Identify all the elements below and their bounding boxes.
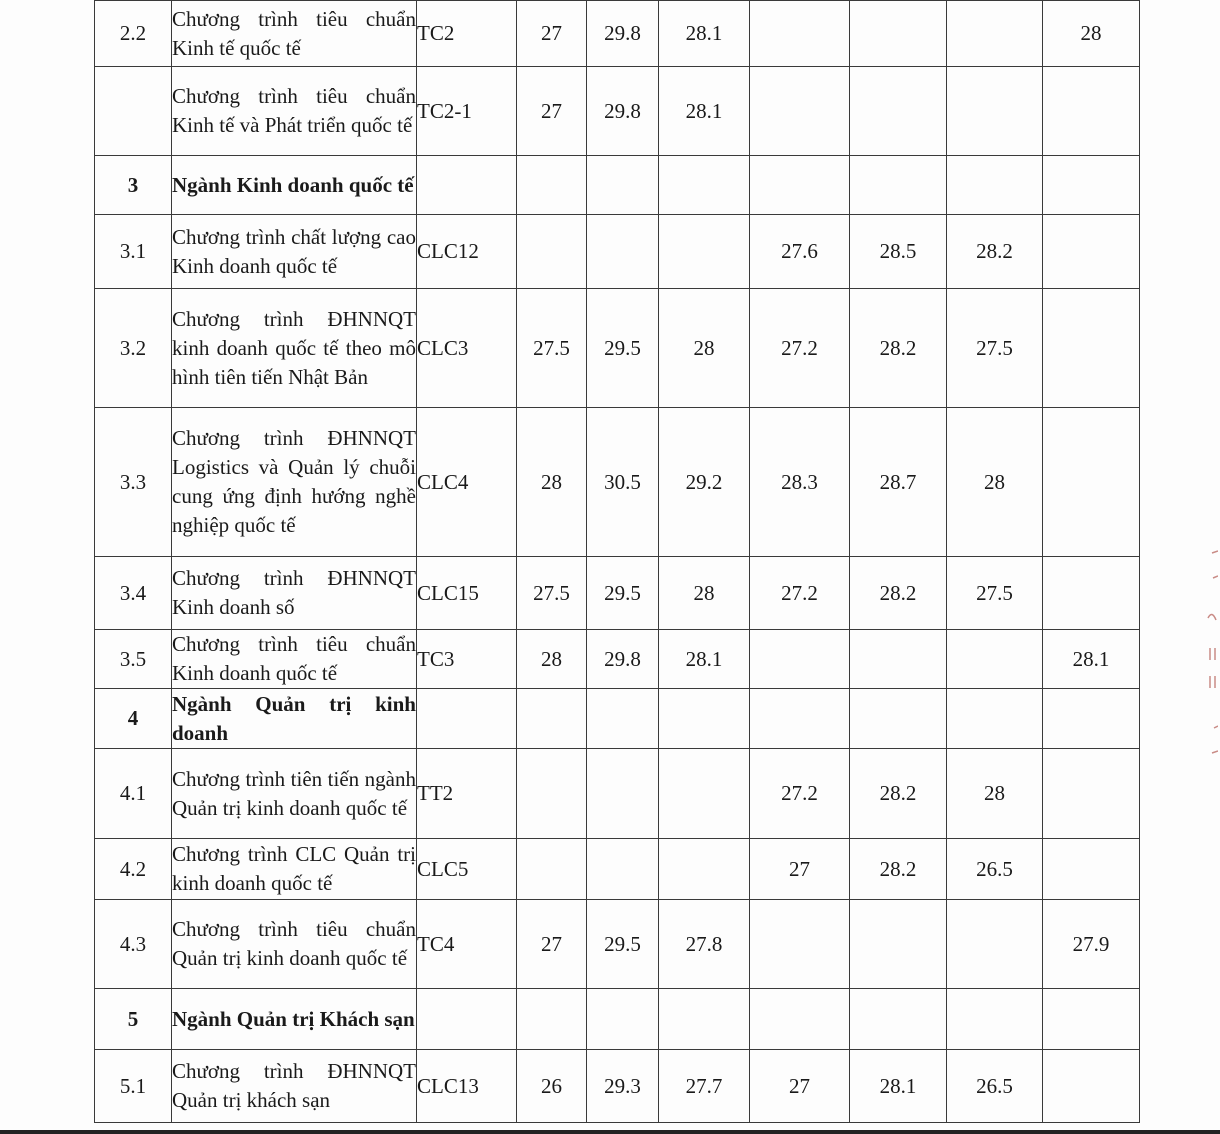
margin-stamp-fragment <box>1204 548 1218 768</box>
score-cell: 29.8 <box>587 1 659 67</box>
score-cell <box>517 839 587 900</box>
score-cell: 29.5 <box>587 900 659 989</box>
score-cell: 26 <box>517 1050 587 1123</box>
table-row <box>95 749 1140 839</box>
score-cell: 27 <box>750 1050 850 1123</box>
score-cell <box>1043 989 1140 1050</box>
program-name: Chương trình ĐHNNQT kinh doanh quốc tế theo mô hình tiên tiến Nhật Bản <box>172 289 417 408</box>
score-cell: 27.6 <box>750 215 850 289</box>
table-row <box>95 900 1140 989</box>
score-cell: 29.3 <box>587 1050 659 1123</box>
program-code: CLC15 <box>417 557 517 630</box>
score-cell <box>1043 215 1140 289</box>
score-cell <box>587 215 659 289</box>
row-number: 3.5 <box>95 630 172 689</box>
score-cell: 29.8 <box>587 630 659 689</box>
score-cell <box>517 689 587 749</box>
score-cell: 28.1 <box>850 1050 947 1123</box>
program-name: Chương trình tiêu chuẩn Kinh tế quốc tế <box>172 1 417 67</box>
score-cell <box>517 215 587 289</box>
score-cell <box>850 989 947 1050</box>
program-code: TC3 <box>417 630 517 689</box>
score-cell <box>850 1 947 67</box>
score-cell: 28.3 <box>750 408 850 557</box>
score-cell: 28 <box>517 408 587 557</box>
score-cell: 29.5 <box>587 557 659 630</box>
score-cell <box>750 689 850 749</box>
score-cell <box>1043 749 1140 839</box>
score-cell: 29.5 <box>587 289 659 408</box>
row-number: 3.2 <box>95 289 172 408</box>
score-cell: 30.5 <box>587 408 659 557</box>
score-cell <box>750 1 850 67</box>
row-number: 4.1 <box>95 749 172 839</box>
program-code: CLC12 <box>417 215 517 289</box>
score-cell <box>517 156 587 215</box>
score-cell: 27 <box>517 67 587 156</box>
table-row <box>95 408 1140 557</box>
score-cell <box>850 900 947 989</box>
program-name: Chương trình ĐHNNQT Logistics và Quản lý chuỗi cung ứng định hướng nghề nghiệp quốc tế <box>172 408 417 557</box>
score-cell: 29.2 <box>659 408 750 557</box>
row-number: 5.1 <box>95 1050 172 1123</box>
row-number: 3.4 <box>95 557 172 630</box>
score-cell: 28.2 <box>947 215 1043 289</box>
score-cell <box>750 900 850 989</box>
program-code: CLC3 <box>417 289 517 408</box>
score-cell: 28 <box>947 408 1043 557</box>
program-name: Chương trình tiêu chuẩn Quản trị kinh doanh quốc tế <box>172 900 417 989</box>
row-number: 3 <box>95 156 172 215</box>
score-cell <box>1043 689 1140 749</box>
score-cell <box>750 67 850 156</box>
score-cell: 27.2 <box>750 749 850 839</box>
program-code: TC2 <box>417 1 517 67</box>
bottom-edge <box>0 1130 1220 1134</box>
score-cell <box>947 630 1043 689</box>
table-row <box>95 557 1140 630</box>
score-cell: 27.5 <box>517 557 587 630</box>
score-cell: 28.1 <box>659 630 750 689</box>
score-cell <box>947 900 1043 989</box>
table-row-section <box>95 689 1140 749</box>
score-cell: 27 <box>517 900 587 989</box>
score-cell: 27.7 <box>659 1050 750 1123</box>
score-cell: 28 <box>517 630 587 689</box>
score-cell <box>517 749 587 839</box>
table-row <box>95 215 1140 289</box>
row-number <box>95 67 172 156</box>
score-cell: 28 <box>659 557 750 630</box>
score-cell: 28 <box>1043 1 1140 67</box>
row-number: 4.2 <box>95 839 172 900</box>
program-code: TC2-1 <box>417 67 517 156</box>
row-number: 2.2 <box>95 1 172 67</box>
score-cell: 28 <box>947 749 1043 839</box>
score-cell <box>587 839 659 900</box>
score-cell <box>1043 289 1140 408</box>
score-cell <box>947 156 1043 215</box>
score-cell <box>947 1 1043 67</box>
score-cell: 26.5 <box>947 1050 1043 1123</box>
score-cell <box>587 749 659 839</box>
score-cell: 28.2 <box>850 289 947 408</box>
program-name: Chương trình ĐHNNQT Quản trị khách sạn <box>172 1050 417 1123</box>
score-cell: 28 <box>659 289 750 408</box>
score-cell <box>587 689 659 749</box>
score-cell <box>750 630 850 689</box>
row-number: 4.3 <box>95 900 172 989</box>
score-cell <box>1043 1050 1140 1123</box>
row-number: 3.1 <box>95 215 172 289</box>
score-cell <box>750 989 850 1050</box>
major-name: Ngành Kinh doanh quốc tế <box>172 156 417 215</box>
score-cell: 28.1 <box>659 67 750 156</box>
program-code: TC4 <box>417 900 517 989</box>
score-cell: 27.9 <box>1043 900 1140 989</box>
admission-score-table <box>94 0 1140 1123</box>
row-number: 5 <box>95 989 172 1050</box>
score-cell: 27.2 <box>750 289 850 408</box>
score-cell: 28.2 <box>850 839 947 900</box>
program-name: Chương trình ĐHNNQT Kinh doanh số <box>172 557 417 630</box>
table-body <box>95 1 1140 1123</box>
table-row-section <box>95 156 1140 215</box>
major-name: Ngành Quản trị Khách sạn <box>172 989 417 1050</box>
score-cell <box>850 67 947 156</box>
score-cell <box>659 215 750 289</box>
score-cell <box>850 156 947 215</box>
score-cell: 28.7 <box>850 408 947 557</box>
table-row <box>95 67 1140 156</box>
program-name: Chương trình chất lượng cao Kinh doanh quốc tế <box>172 215 417 289</box>
score-cell: 27.5 <box>517 289 587 408</box>
program-code: CLC4 <box>417 408 517 557</box>
program-name: Chương trình tiêu chuẩn Kinh doanh quốc tế <box>172 630 417 689</box>
table-row <box>95 630 1140 689</box>
score-cell <box>659 989 750 1050</box>
score-cell <box>659 689 750 749</box>
program-name: Chương trình tiêu chuẩn Kinh tế và Phát triển quốc tế <box>172 67 417 156</box>
score-cell: 27 <box>750 839 850 900</box>
row-number: 3.3 <box>95 408 172 557</box>
score-cell <box>947 689 1043 749</box>
score-cell: 26.5 <box>947 839 1043 900</box>
score-cell: 27.5 <box>947 289 1043 408</box>
score-cell <box>659 156 750 215</box>
table-row <box>95 1050 1140 1123</box>
table-row <box>95 1 1140 67</box>
score-cell: 27 <box>517 1 587 67</box>
table-row <box>95 289 1140 408</box>
score-cell <box>850 630 947 689</box>
score-cell: 27.5 <box>947 557 1043 630</box>
score-cell <box>1043 156 1140 215</box>
score-cell <box>947 989 1043 1050</box>
score-cell <box>1043 67 1140 156</box>
score-cell <box>750 156 850 215</box>
score-cell: 27.8 <box>659 900 750 989</box>
row-number: 4 <box>95 689 172 749</box>
program-code: TT2 <box>417 749 517 839</box>
program-code <box>417 156 517 215</box>
score-cell: 28.1 <box>659 1 750 67</box>
score-cell: 29.8 <box>587 67 659 156</box>
score-cell: 28.2 <box>850 749 947 839</box>
score-cell <box>1043 557 1140 630</box>
table-row <box>95 839 1140 900</box>
program-name: Chương trình tiên tiến ngành Quản trị kinh doanh quốc tế <box>172 749 417 839</box>
program-code: CLC5 <box>417 839 517 900</box>
score-cell <box>947 67 1043 156</box>
score-cell <box>587 989 659 1050</box>
score-cell <box>1043 839 1140 900</box>
score-cell <box>659 839 750 900</box>
score-cell <box>850 689 947 749</box>
score-cell: 28.1 <box>1043 630 1140 689</box>
score-cell: 28.2 <box>850 557 947 630</box>
score-cell <box>517 989 587 1050</box>
table-row-section <box>95 989 1140 1050</box>
score-cell: 28.5 <box>850 215 947 289</box>
score-cell <box>587 156 659 215</box>
score-cell <box>659 749 750 839</box>
program-code <box>417 689 517 749</box>
major-name: Ngành Quản trị kinh doanh <box>172 689 417 749</box>
score-cell <box>1043 408 1140 557</box>
program-name: Chương trình CLC Quản trị kinh doanh quốc tế <box>172 839 417 900</box>
score-cell: 27.2 <box>750 557 850 630</box>
program-code: CLC13 <box>417 1050 517 1123</box>
program-code <box>417 989 517 1050</box>
